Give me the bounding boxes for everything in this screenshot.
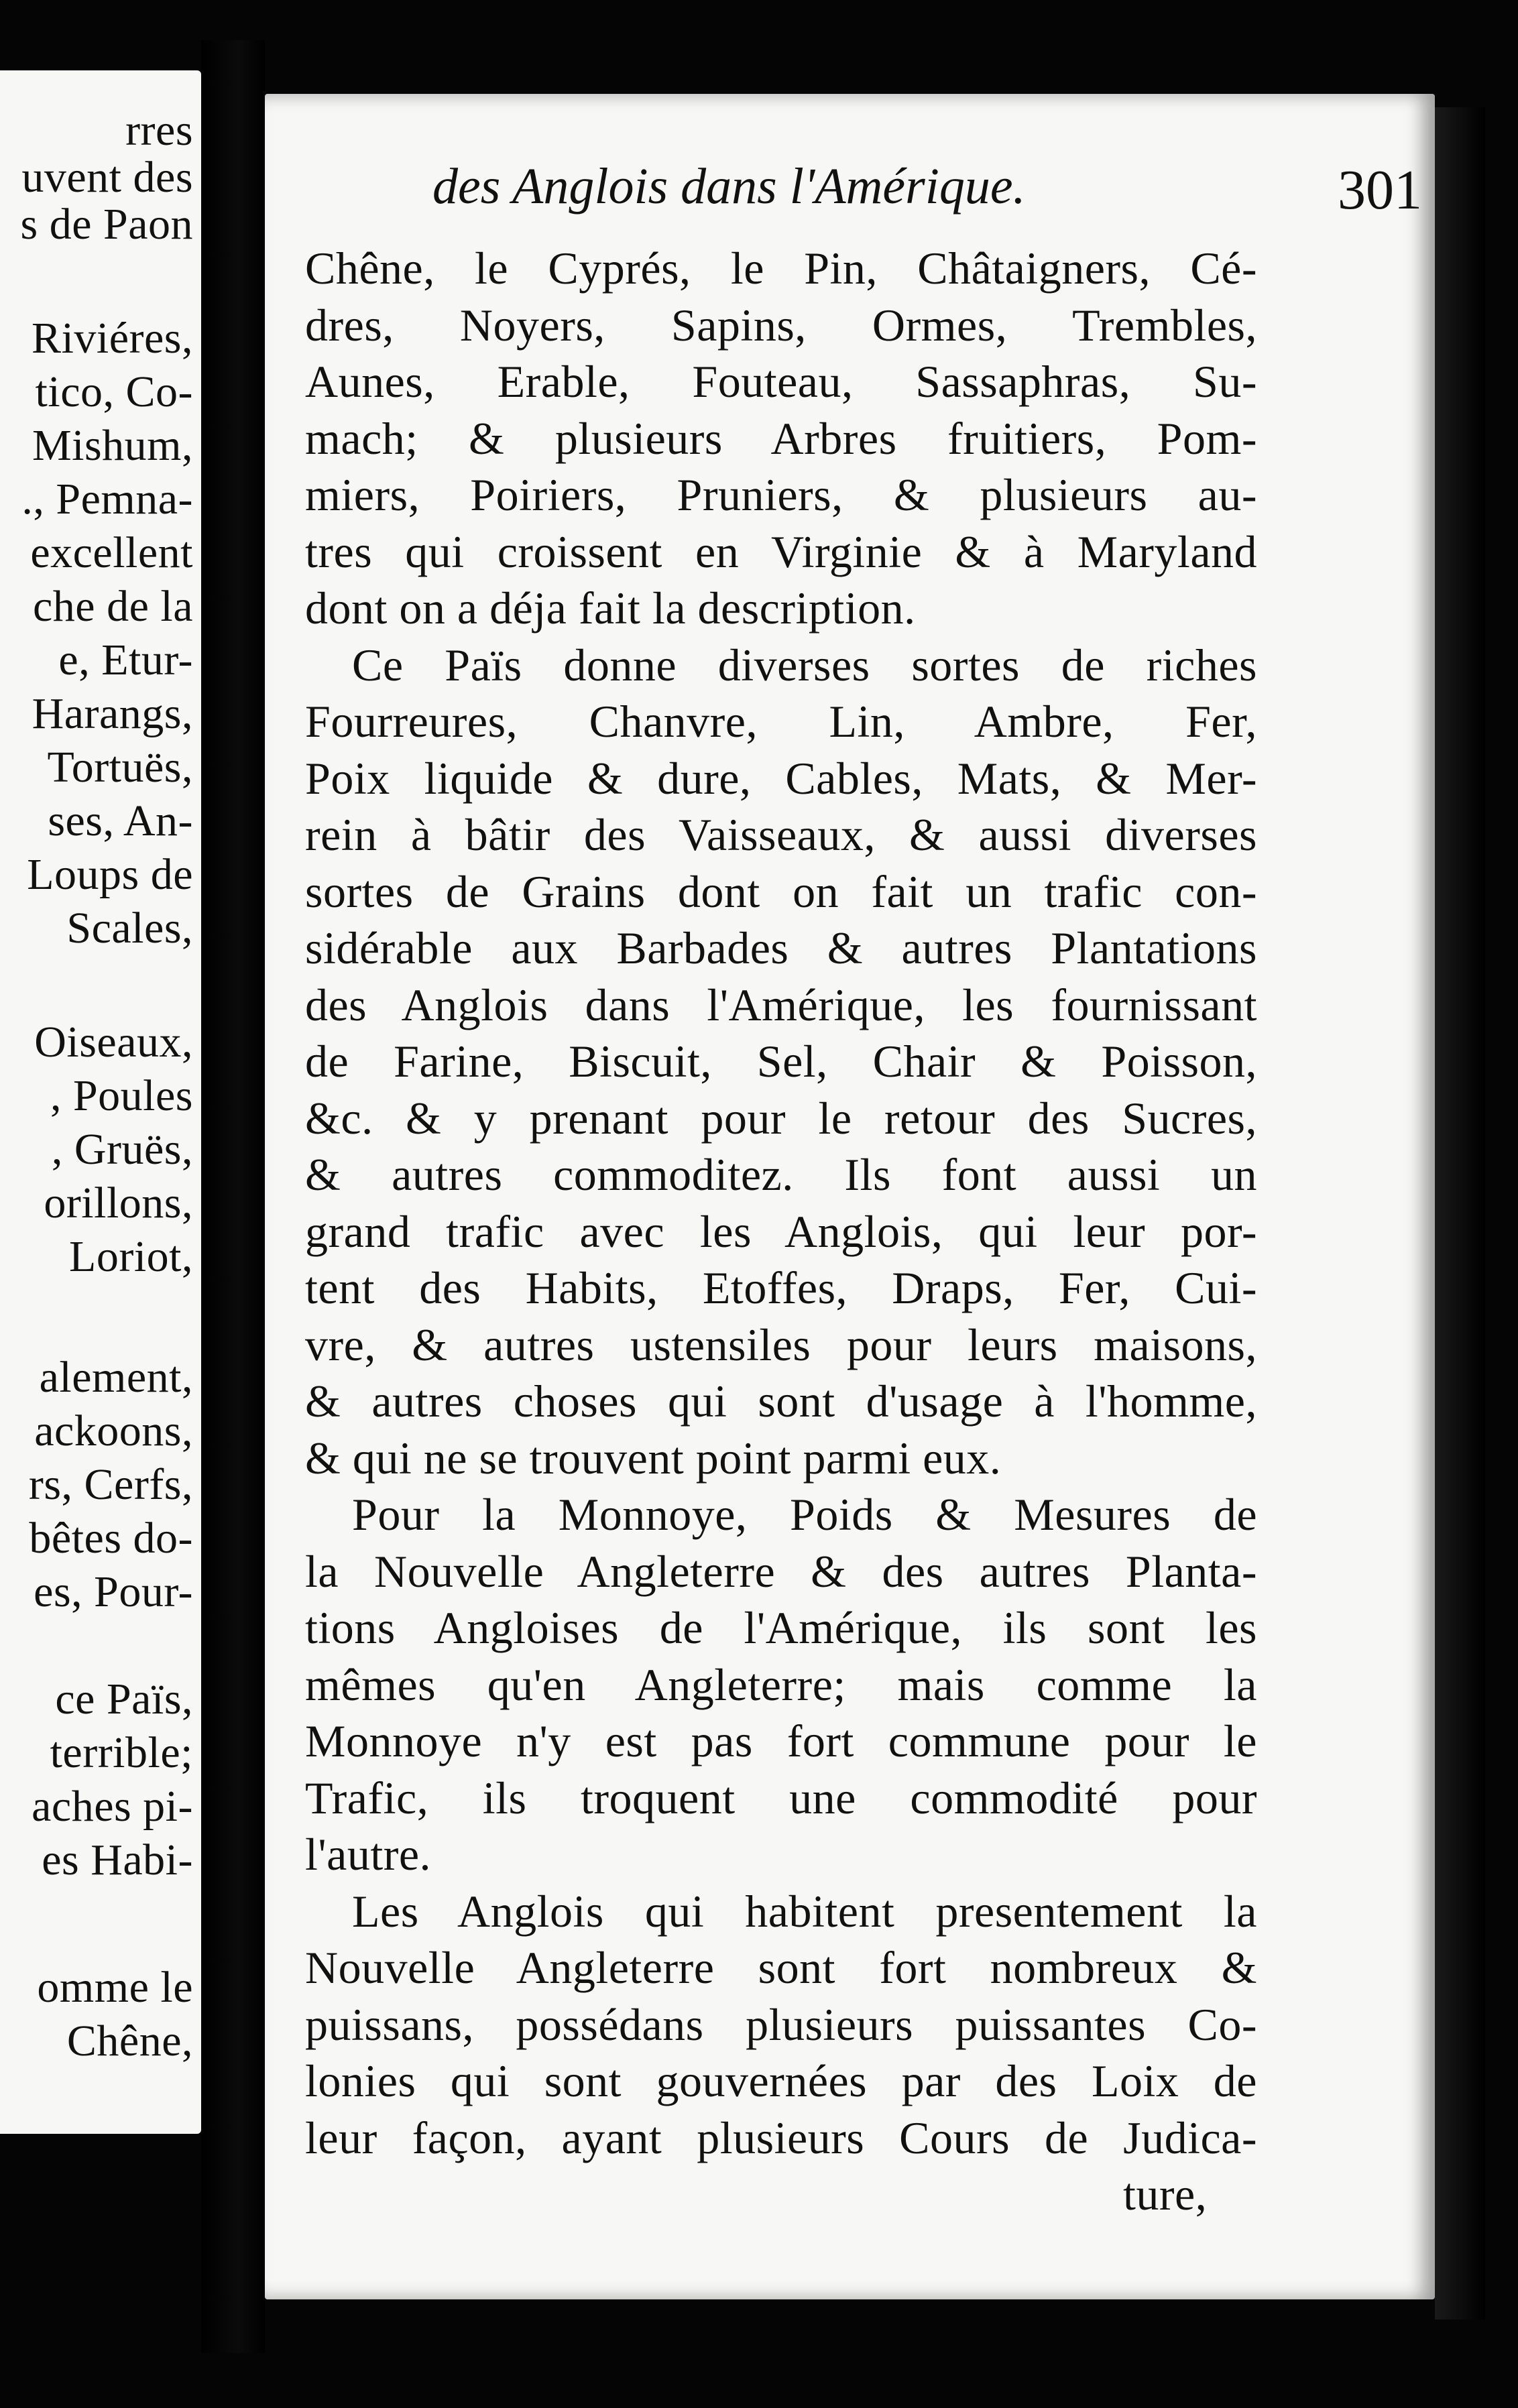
book-gutter xyxy=(201,40,265,2353)
left-page-line: ce Païs, xyxy=(55,1675,193,1724)
page-edge-shadow xyxy=(1435,107,1485,2320)
right-page-line: Poix liquide & dure, Cables, Mats, & Mer- xyxy=(305,752,1257,804)
left-page-line: Chêne, xyxy=(66,2016,193,2065)
right-page-line: grand trafic avec les Anglois, qui leur por- xyxy=(305,1205,1257,1257)
right-page-line: tres qui croissent en Virginie & à Maryland xyxy=(305,526,1257,577)
left-page-line: Scales, xyxy=(66,904,193,953)
left-page-line: rs, Cerfs, xyxy=(28,1460,193,1509)
right-page-line: mach; & plusieurs Arbres fruitiers, Pom- xyxy=(305,412,1257,464)
left-page-line: s de Paon xyxy=(20,200,193,249)
right-page-line: Pour la Monnoye, Poids & Mesures de xyxy=(352,1489,1257,1540)
right-page-line: mêmes qu'en Angleterre; mais comme la xyxy=(305,1659,1257,1710)
right-page-line: Monnoye n'y est pas fort commune pour le xyxy=(305,1715,1257,1766)
right-page-line: miers, Poiriers, Pruniers, & plusieurs au- xyxy=(305,469,1257,520)
left-page-line: aches pi- xyxy=(32,1782,193,1831)
right-page-line: & autres choses qui sont d'usage à l'homme, xyxy=(305,1376,1257,1427)
left-page-line: e, Etur- xyxy=(58,636,193,684)
right-page-line: & qui ne se trouvent point parmi eux. xyxy=(305,1432,1002,1484)
page-number: 301 xyxy=(1338,159,1422,221)
right-page-line: tent des Habits, Etoffes, Draps, Fer, Cui- xyxy=(305,1262,1257,1313)
right-page-line: leur façon, ayant plusieurs Cours de Judica- xyxy=(305,2112,1257,2163)
left-page-line: ses, An- xyxy=(48,796,193,845)
left-page-line: es, Pour- xyxy=(34,1567,193,1616)
right-page-line: Nouvelle Angleterre sont fort nombreux & xyxy=(305,1942,1257,1993)
left-page-line: omme le xyxy=(37,1963,193,2012)
left-page-line: Mishum, xyxy=(32,421,193,470)
left-page-line: che de la xyxy=(32,582,193,631)
left-page-line: Riviéres, xyxy=(32,314,193,363)
right-page-line: de Farine, Biscuit, Sel, Chair & Poisson, xyxy=(305,1036,1257,1087)
left-page-line: rres xyxy=(125,106,193,155)
right-page-line: Ce Païs donne diverses sortes de riches xyxy=(352,639,1257,690)
right-page-line: dont on a déja fait la description. xyxy=(305,583,916,634)
right-page-line: puissans, possédans plusieurs puissantes Co- xyxy=(305,1998,1257,2050)
left-page-line: orillons, xyxy=(44,1179,193,1227)
right-page xyxy=(265,94,1435,2299)
left-page-line: Tortuës, xyxy=(47,743,193,792)
right-page-line: Aunes, Erable, Fouteau, Sassaphras, Su- xyxy=(305,356,1257,407)
left-page-line: es Habi- xyxy=(42,1835,193,1884)
right-page-line: Fourreures, Chanvre, Lin, Ambre, Fer, xyxy=(305,696,1257,747)
right-page-line: sidérable aux Barbades & autres Plantations xyxy=(305,922,1257,973)
right-page-line: tions Angloises de l'Amérique, ils sont les xyxy=(305,1602,1257,1653)
left-page-line: Oiseaux, xyxy=(34,1018,193,1067)
right-page-line: dres, Noyers, Sapins, Ormes, Trembles, xyxy=(305,299,1257,351)
left-page-line: alement, xyxy=(39,1353,193,1402)
right-page-line: l'autre. xyxy=(305,1829,432,1880)
left-page-line: , Poules xyxy=(50,1071,193,1120)
left-page-line: bêtes do- xyxy=(29,1514,193,1563)
left-page-line: , Gruës, xyxy=(51,1125,193,1174)
right-page-line: vre, & autres ustensiles pour leurs maisons, xyxy=(305,1319,1257,1370)
left-page-line: terrible; xyxy=(50,1728,193,1777)
running-head: des Anglois dans l'Amérique. xyxy=(432,158,1026,215)
left-page-line: Loriot, xyxy=(69,1232,193,1281)
left-page-line: Harangs, xyxy=(32,689,193,738)
right-page-line: la Nouvelle Angleterre & des autres Planta- xyxy=(305,1545,1257,1597)
right-page-line: ture, xyxy=(1123,2169,1208,2220)
left-page-line: Loups de xyxy=(27,850,193,899)
left-page-line: ackoons, xyxy=(34,1406,193,1455)
right-page-line: Chêne, le Cyprés, le Pin, Châtaigners, Cé- xyxy=(305,243,1257,294)
right-page-line: lonies qui sont gouvernées par des Loix de xyxy=(305,2055,1257,2106)
right-page-line: & autres commoditez. Ils font aussi un xyxy=(305,1149,1257,1200)
right-page-line: sortes de Grains dont on fait un trafic con- xyxy=(305,865,1257,917)
left-page-line: excellent xyxy=(30,528,193,577)
left-page-line: tico, Co- xyxy=(35,367,193,416)
right-page-line: Les Anglois qui habitent presentement la xyxy=(352,1885,1257,1937)
right-page-line: rein à bâtir des Vaisseaux, & aussi diverses xyxy=(305,809,1257,860)
left-page-line: uvent des xyxy=(21,153,193,202)
right-page-line: &c. & y prenant pour le retour des Sucres, xyxy=(305,1092,1257,1144)
right-page-line: des Anglois dans l'Amérique, les fournissant xyxy=(305,979,1257,1030)
left-page-line: ., Pemna- xyxy=(21,475,193,524)
right-page-line: Trafic, ils troquent une commodité pour xyxy=(305,1772,1257,1823)
left-page xyxy=(0,70,201,2134)
